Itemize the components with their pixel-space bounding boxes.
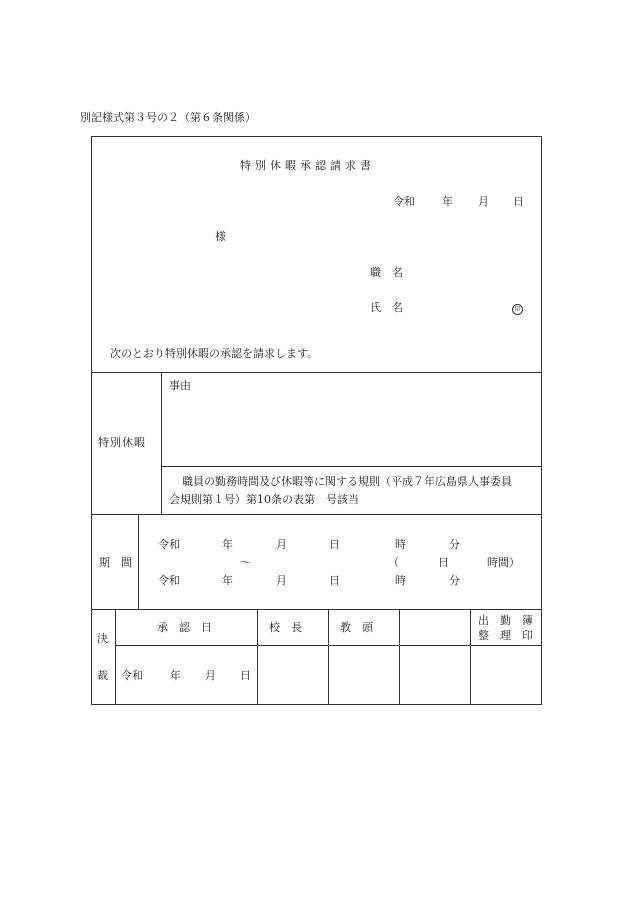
table-divider	[91, 609, 542, 610]
table-divider	[161, 372, 162, 514]
date-era: 令和	[393, 195, 415, 208]
approval-date-era: 令和	[121, 669, 143, 682]
seal-mark: 印	[512, 302, 523, 315]
attendance-label-2: 整 理 印	[478, 629, 533, 642]
regulation-line-2: 会規則第１号）第10条の表第 号該当	[169, 493, 359, 506]
decision-label-2: 裁	[97, 669, 108, 682]
attendance-label-1: 出 勤 簿	[478, 614, 533, 627]
period-start-month: 月	[276, 538, 287, 551]
table-border-top	[91, 136, 542, 137]
date-month: 月	[478, 195, 489, 208]
table-border-right	[541, 136, 542, 705]
leave-label: 特別休暇	[98, 436, 146, 449]
period-open-paren: （	[388, 556, 399, 569]
period-end-minute: 分	[449, 574, 460, 587]
regulation-line-1: 職員の勤務時間及び休暇等に関する規則（平成７年広島県人事委員	[182, 475, 512, 488]
table-divider	[399, 609, 400, 704]
table-divider	[91, 372, 542, 373]
table-divider	[470, 609, 471, 704]
reason-label: 事由	[169, 379, 191, 392]
period-label-1: 期	[99, 556, 110, 569]
table-divider	[115, 609, 116, 704]
period-start-era: 令和	[158, 538, 180, 551]
job-title-label: 職 名	[370, 266, 403, 279]
vice-principal-label: 教 頭	[340, 621, 373, 634]
period-end-year: 年	[222, 574, 233, 587]
approval-date-day: 日	[240, 669, 251, 682]
table-border-bottom	[91, 704, 542, 705]
table-divider	[138, 514, 139, 609]
table-border-left	[91, 136, 92, 705]
principal-label: 校 長	[269, 621, 302, 634]
approval-date-label: 承 認 日	[157, 621, 212, 634]
period-days-unit: 日	[438, 556, 449, 569]
approval-date-year: 年	[170, 669, 181, 682]
table-divider	[257, 609, 258, 704]
table-divider	[328, 609, 329, 704]
period-hours-unit: 時間）	[487, 556, 520, 569]
approval-date-month: 月	[205, 669, 216, 682]
period-end-month: 月	[276, 574, 287, 587]
period-start-day: 日	[329, 538, 340, 551]
date-year: 年	[442, 195, 453, 208]
period-start-year: 年	[222, 538, 233, 551]
addressee-suffix: 様	[215, 230, 226, 243]
table-divider	[161, 466, 542, 467]
period-end-era: 令和	[158, 574, 180, 587]
name-label: 氏 名	[370, 301, 403, 314]
period-label-2: 間	[121, 556, 132, 569]
date-day: 日	[513, 195, 524, 208]
request-text: 次のとおり特別休暇の承認を請求します。	[110, 347, 319, 360]
period-start-hour: 時	[395, 538, 406, 551]
decision-label-1: 決	[97, 632, 108, 645]
period-end-hour: 時	[395, 574, 406, 587]
period-tilde: 〜	[240, 556, 251, 569]
form-title: 特別休暇承認請求書	[240, 159, 375, 172]
period-end-day: 日	[329, 574, 340, 587]
table-divider	[91, 514, 542, 515]
period-start-minute: 分	[449, 538, 460, 551]
form-code: 別記様式第３号の２（第６条関係）	[80, 111, 256, 124]
